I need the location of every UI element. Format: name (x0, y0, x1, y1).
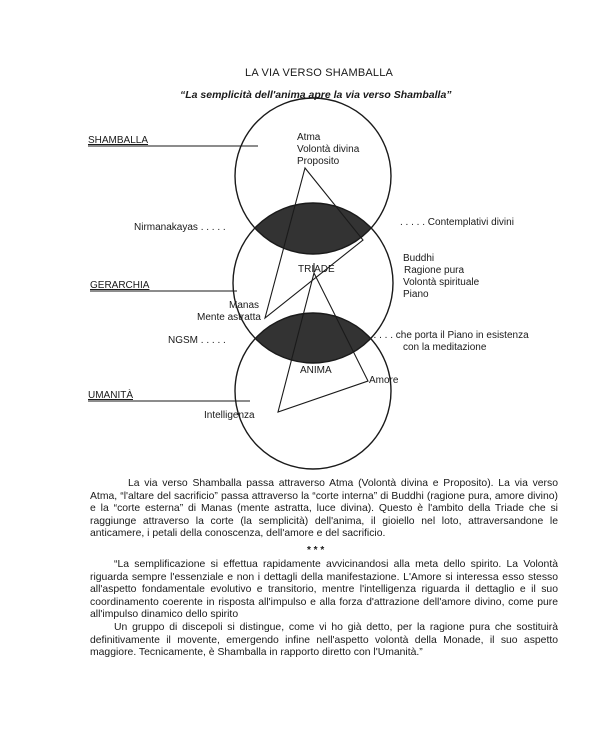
document-subtitle: “La semplicità dell'anima apre la via verso Shamballa” (180, 89, 452, 101)
label-nirmanakayas: Nirmanakayas . . . . . (134, 222, 226, 233)
label-buddhi: Buddhi (403, 253, 435, 264)
label-mente-astratta: Mente astratta (197, 312, 261, 323)
label-manas: Manas (229, 300, 260, 311)
label-atma: Atma (297, 132, 321, 143)
separator-stars: * * * (307, 545, 325, 556)
quote-block (90, 559, 558, 660)
label-triade: TRIADE (298, 264, 335, 275)
label-volonta-spirituale: Volontà spirituale (403, 277, 480, 288)
label-porta-il-piano: . . . . . che porta il Piano in esistenza (368, 330, 529, 341)
section-label-umanita: UMANITÀ (88, 390, 133, 401)
section-label-shamballa: SHAMBALLA (88, 135, 149, 146)
document-title: LA VIA VERSO SHAMBALLA (245, 67, 394, 79)
body-paragraph (90, 478, 558, 541)
label-piano: Piano (403, 289, 429, 300)
label-meditazione: con la meditazione (403, 342, 487, 353)
label-contemplativi-divini: . . . . . Contemplativi divini (400, 217, 514, 228)
quote-paragraph-semplificazione: “La semplificazione si effettua rapidamente avvicinandosi alla meta dello spirito. La Volontà riguarda sempre l'essenziale e non i dettagli della manifestazione. L'Amore si interessa esso stesso all'aspetto fondamentale evolutivo e transitorio, mentre l'intelligenza riguarda il dettaglio e il suo coordinamento coerente in risposta all'impulso e alla forza d'attrazione dell'amore divino, come pure all'impulso dinamico dello spirito (90, 559, 558, 621)
paragraph-via-verso-shamballa: La via verso Shamballa passa attraverso Atma (Volontà divina e Proposito). La via verso Atma, “l'altare del sacrificio” passa attraverso la “corte interna” di Buddhi (ragione pura, amore divino) e la “corte esterna” di Manas (mente astratta, luce divina). Questo è l'ambito della Triade che si raggiunge attraverso la corte (la semplicità) dell'anima, il gioiello nel loto, attraversandone le anticamere, i petali della conoscenza, dell'amore e del sacrificio. (90, 478, 558, 540)
label-volonta-divina: Volontà divina (297, 144, 360, 155)
quote-paragraph-gruppo-discepoli: Un gruppo di discepoli si distingue, come vi ho già detto, per la ragione pura che sostituirà definitivamente il movente, emergendo infine nell'aspetto volontà della Monade, il suo aspetto maggiore. Tecnicamente, è Shamballa in rapporto diretto con l'Umanità.” (90, 621, 558, 659)
section-label-gerarchia: GERARCHIA (90, 280, 150, 291)
label-ragione-pura: Ragione pura (404, 265, 465, 276)
label-intelligenza: Intelligenza (204, 410, 255, 421)
label-proposito: Proposito (297, 156, 340, 167)
label-ngsm: NGSM . . . . . (168, 335, 226, 346)
label-anima: ANIMA (300, 365, 332, 376)
label-amore: Amore (369, 375, 399, 386)
